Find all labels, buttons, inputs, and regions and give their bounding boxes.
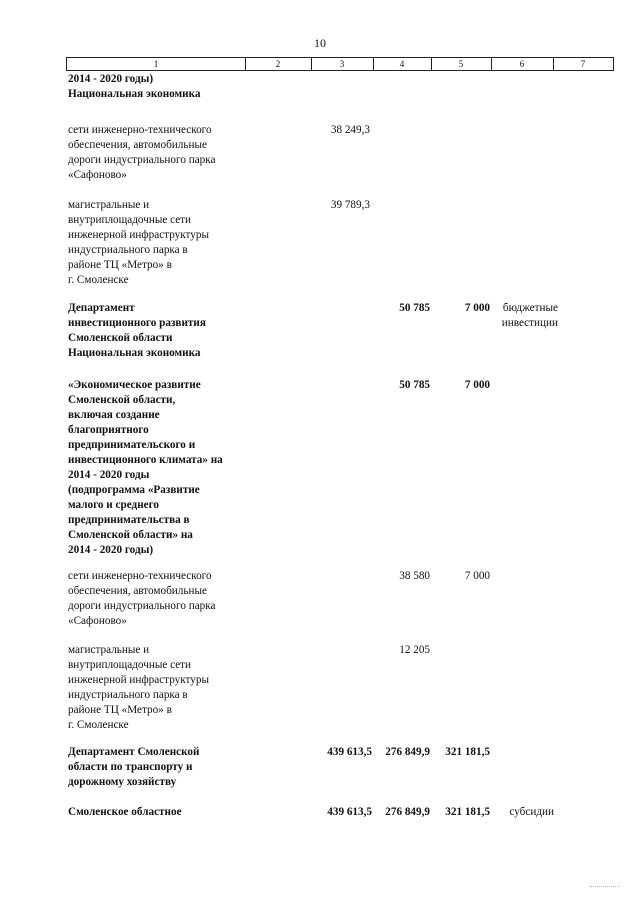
row-9-col3: 439 613,5: [327, 806, 372, 818]
row-3-description: магистральные и внутриплощадочные сети инженерной инфраструктуры индустриального парка в районе ТЦ «Метро» в г. Смоленске: [68, 199, 209, 286]
row-7-col4: 12 205: [399, 644, 430, 656]
row-8-col3: 439 613,5: [327, 746, 372, 758]
row-4-col5: 7 000: [464, 302, 490, 314]
row-9-description: Смоленское областное: [68, 806, 182, 818]
row-5-description: «Экономическое развитие Смоленской области, включая создание благоприятного предпринимательского и инвестиционного климата» на 2014 - 2020 годы (подпрограмма «Развитие малого и среднего предпринимательства в Смоленской области» на 2014 - 2020 годы): [68, 379, 223, 556]
scan-artifact: [590, 886, 620, 888]
row-7-description: магистральные и внутриплощадочные сети инженерной инфраструктуры индустриального парка в районе ТЦ «Метро» в г. Смоленске: [68, 644, 209, 731]
row-3-col3: 39 789,3: [330, 199, 370, 211]
row-1-description: 2014 - 2020 годы) Национальная экономика: [68, 73, 201, 100]
row-9-col5: 321 181,5: [445, 806, 490, 818]
row-4-description: Департамент инвестиционного развития Смоленской области Национальная экономика: [68, 302, 206, 359]
row-8-col4: 276 849,9: [385, 746, 430, 758]
row-2-col3: 38 249,3: [330, 124, 370, 136]
row-5-col4: 50 785: [399, 379, 430, 391]
row-4-col4: 50 785: [399, 302, 430, 314]
row-5-col5: 7 000: [464, 379, 490, 391]
row-9-col6: субсидии: [509, 806, 554, 818]
row-2-description: сети инженерно-технического обеспечения, автомобильные дороги индустриального парка «Сафоново»: [68, 124, 216, 181]
header-col-2: 2: [245, 58, 312, 70]
header-col-4: 4: [373, 58, 432, 70]
row-6-col5: 7 000: [464, 570, 490, 582]
header-col-7: 7: [580, 59, 586, 69]
header-col-5: 5: [431, 58, 492, 70]
row-8-col5: 321 181,5: [445, 746, 490, 758]
row-6-col4: 38 580: [399, 570, 430, 582]
row-9-col4: 276 849,9: [385, 806, 430, 818]
row-8-description: Департамент Смоленской области по транспорту и дорожному хозяйству: [68, 746, 200, 788]
header-col-1: 1: [67, 58, 246, 70]
header-col-3: 3: [311, 58, 374, 70]
row-4-col6: бюджетные инвестиции: [501, 302, 558, 329]
header-col-6: 6: [491, 58, 554, 70]
row-6-description: сети инженерно-технического обеспечения, автомобильные дороги индустриального парка «Сафоново»: [68, 570, 216, 627]
table-header: [66, 57, 614, 71]
page-number: 10: [314, 36, 326, 50]
